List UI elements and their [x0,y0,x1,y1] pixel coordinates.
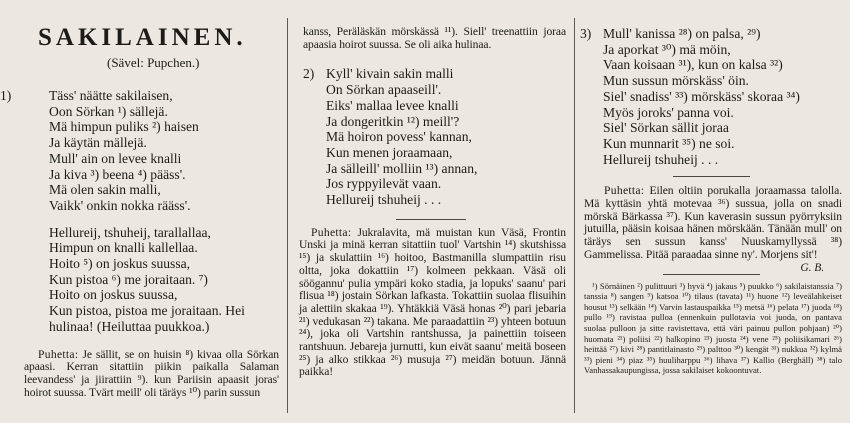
refrain-line: Hellureij, tshuheij, tarallallaa, [49,224,211,240]
refrain-line: hulinaa! (Heiluttaa puukkoa.) [49,318,210,334]
footnotes: ¹) Sörnäinen ²) pulittuuri ³) hyvä ⁴) jakaus ⁵) puukko ⁶) sakilaistanssia ⁷) tanssia ⁸) sangen ⁹) katsoa ¹⁰) tilaus (tavata) ¹¹) huone ¹²) leveälahkeiset housut ¹³) selkään ¹⁴) Varvin lastauspaikka ¹⁵) metsä ¹⁶) pelata ¹⁷) juoda ¹⁸) pullo ¹⁹) ravistaa pulloa (ennenkuin pullotavia voi juoda, on pantava suolaa pulloon ja sitte ravistettava, että väri painuu pullon pohjaan) ²⁰) huomata ²¹) poliisi ²²) halkopino ²³) juosta ²⁴) vene ²⁵) poliisikamari ²⁶) heittää ²⁷) kivi ²⁸) pantitlainasto ²⁹) palttoo ³⁰) kengät ³¹) nukkua ³²) kylmä ³³) pieni ³⁴) piaz ³⁵) huuliharppu ³⁶) lihava ³⁷) Kallio (Berghäll) ³⁸) talo Vanhassakaupungissa, jossa sakilaiset kokoontuvat. [584,280,842,376]
verse-line: Vaan koisaan ³¹), kun on kalsa ³²) [603,57,783,73]
section-divider [663,274,760,275]
verse-line: Ja dongeritkin ¹²) meill'? [326,113,460,129]
speech-label: Puhetta: [311,225,352,239]
speech-1 [24,349,279,400]
verse-line: Mun sussun mörskäss' öin. [603,73,749,89]
refrain-line: Hoito ⁵) on joskus suussa, [49,256,191,272]
page-title: SAKILAINEN. [38,24,247,51]
speech-2 [299,227,566,379]
verse-line: Vaikk' onkin nokka rääss'. [49,197,191,213]
refrain-line: Kun pistoa, pistoa me joraitaan. Hei [49,303,245,319]
verse-line: Kun menen joraamaan, [326,144,453,160]
column-3 [578,0,850,376]
refrain-line: Himpun on knalli kallellaa. [49,240,198,256]
column-2 [291,0,576,379]
verse-line: Hellureij tshuheij . . . [603,151,719,167]
verse-line: Kun munnarit ³⁵) ne soi. [603,135,735,151]
verse-line: Siel' snadiss' ³³) mörskäss' skoraa ³⁴) [603,88,800,104]
stanza-1 [0,88,285,214]
verse-line: On Sörkan apaaseill'. [326,82,442,98]
refrain [49,225,285,335]
song-melody: (Sävel: Pupchen.) [107,55,200,70]
author-signature: G. B. [800,260,824,274]
stanza-1-number: 1) [0,88,12,103]
verse-line: Ja aporkat ³⁰) mä möin, [603,41,731,57]
verse-line: Mä himpun puliks ²) haisen [49,119,199,135]
section-divider [673,176,750,177]
section-divider [396,219,466,220]
verse-line: Oon Sörkan ¹) sällejä. [49,103,168,119]
column-1 [0,0,285,399]
stanza-2-number: 2) [303,66,315,82]
stanza-3 [580,26,850,167]
speech-1-continued: kanss, Peräläskän mörskässä ¹¹). Siell' treenattiin joraa apaasia hoirot suussa. Se oli aika hulinaa. [303,25,566,51]
stanza-2 [303,66,576,207]
speech-3 [584,184,842,274]
refrain-line: Kun pistoa ⁶) me joraitaan. ⁷) [49,271,208,287]
verse-line: Mä hoiron povess' kannan, [326,129,472,145]
verse-line: Jos ryppyilevät vaan. [326,176,442,192]
verse-line: Täss' näätte sakilaisen, [49,88,173,103]
verse-line: Mä olen sakin malli, [49,182,161,198]
verse-line: Myös joroks' panna voi. [603,104,734,120]
verse-line: Kyll' kivain sakin malli [326,66,454,82]
stanza-3-number: 3) [580,26,592,41]
verse-line: Siel' Sörkan sällit joraa [603,120,729,136]
speech-label: Puhetta: [604,184,645,198]
speech-text: Eilen oltiin porukalla joraamassa talolla. Mä kyttäsin yhtä motevaa ³⁶) sussua, jolla on snadi mörskä Bärkassa ³⁷). Kun kaverasin sussun pyörryksiin jutuilla, pääsin koisaa hänen mörskään. Tänään mull' on täräys sen sussun kanss' Nuuskamyllyssä ³⁸) Gammelissa. Pitää paraadaa sinne ny'. Morjens sit'! [584,184,842,261]
verse-line: Mull' kanissa ²⁸) on palsa, ²⁹) [603,26,761,41]
verse-line: Hellureij tshuheij . . . [326,192,442,208]
speech-text: Jukralavita, mä muistan kun Väsä, Frontin Unski ja minä kerran sitattiin tuol' Vartshin ¹⁴) skutshissa ¹⁵) ja skulattiin ¹⁶) hoitoo, Bastmanilla slumpattiin risu oltta, joka dokattiin ¹⁷) kolmeen pekkaan. Väsä oli söögannu' pulia ympäri koko stadia, ja lopuks' saanu' pari flisua ¹⁸) jostain Sörkan lafkasta. Tokattiin suolaa flisuihin ja alettiin skakaa ¹⁹). Yhtäkkiä Väsä honas ²⁰) pari jebaria ²¹) vedukasan ²²) takana. Me paraadattiin ²³) yhteen botuun ²⁴), joka oli Vartshin rantshussa, ja painettiin toiseen rantshuun. Jebareja jurnutti, kun eivät saanu' meitä boseen ²⁵) ja alko stikkaa ²⁶) musuja ²⁷) meidän botuun. Jännä paikka! [299,225,566,379]
verse-line: Ja käytän mällejä. [49,135,147,151]
column-divider-left [287,18,288,413]
verse-line: Mull' ain on levee knalli [49,150,182,166]
speech-label: Puhetta: [38,347,79,361]
refrain-line: Hoito on joskus suussa, [49,287,178,303]
verse-line: Ja kiva ³) beena ⁴) pääss'. [49,166,186,182]
verse-line: Ja sälleill' molliin ¹³) annan, [326,160,478,176]
verse-line: Eiks' mallaa levee knalli [326,97,459,113]
speech-text: Je sällit, se on huisin ⁸) kivaa olla Sörkan apaasi. Kerran sitattiin piikin paikalla Salaman leevandess' ja jiirattiin ⁹). kun Pariisin apaasit joras' hoirot suussa. Tvärt meill' oli täräys ¹⁰) parin sussun [24,347,279,399]
